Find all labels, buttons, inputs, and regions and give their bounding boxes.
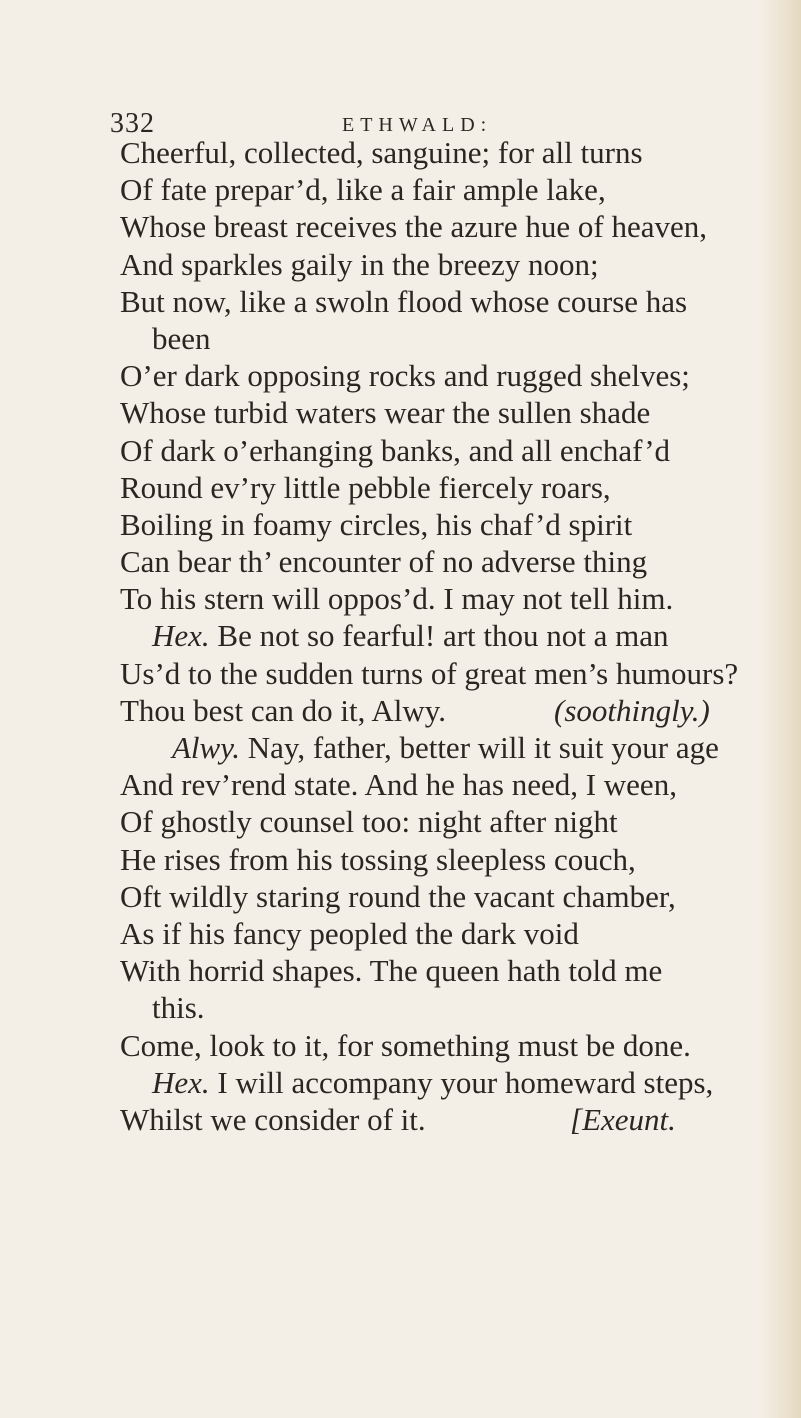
verse-line: Boiling in foamy circles, his chaf’d spirit <box>120 506 633 542</box>
verse-line: been <box>152 320 211 356</box>
speech-line <box>120 617 800 654</box>
speaker-name: Hex. <box>152 618 210 654</box>
verse-text <box>120 134 800 1138</box>
stage-direction: [Exeunt. <box>570 1101 676 1137</box>
verse-line: But now, like a swoln flood whose course has <box>120 283 688 319</box>
speech-text: I will accompany your homeward steps, <box>209 1064 714 1100</box>
verse-line: Whose turbid waters wear the sullen shade <box>120 395 651 431</box>
speech-text: Nay, father, better will it suit your age <box>240 730 719 765</box>
speech-line <box>120 729 800 766</box>
page-number: 332 <box>110 108 155 139</box>
verse-line: Of fate prepar’d, like a fair ample lake, <box>120 172 606 208</box>
verse-line: As if his fancy peopled the dark void <box>120 915 579 951</box>
verse-line: And rev’rend state. And he has need, I ween, <box>120 767 677 803</box>
verse-line: He rises from his tossing sleepless couch, <box>120 841 636 877</box>
running-head: ETHWALD: <box>342 114 493 136</box>
speaker-name: Alwy. <box>172 730 241 765</box>
verse-line: To his stern will oppos’d. I may not tell him. <box>120 581 674 617</box>
verse-line: this. <box>152 990 205 1026</box>
speech-text: Whilst we consider of it. <box>120 1101 426 1137</box>
speech-line <box>120 1064 800 1101</box>
verse-line: Whose breast receives the azure hue of heaven, <box>120 209 707 245</box>
verse-line: Round ev’ry little pebble fiercely roars, <box>120 469 611 505</box>
verse-line: Can bear th’ encounter of no adverse thing <box>120 544 648 580</box>
stage-direction: (soothingly.) <box>554 692 710 728</box>
verse-line: And sparkles gaily in the breezy noon; <box>120 246 599 282</box>
verse-line <box>120 692 800 729</box>
verse-line: Us’d to the sudden turns of great men’s humours? <box>120 655 739 691</box>
verse-line: Come, look to it, for something must be done. <box>120 1027 691 1063</box>
verse-line: O’er dark opposing rocks and rugged shelves; <box>120 358 690 394</box>
speech-text: Be not so fearful! art thou not a man <box>209 618 669 654</box>
speaker-name: Hex. <box>152 1064 210 1100</box>
verse-line: With horrid shapes. The queen hath told me <box>120 953 663 989</box>
verse-line: Oft wildly staring round the vacant chamber, <box>120 878 676 914</box>
speech-text: Thou best can do it, Alwy. <box>120 692 447 728</box>
verse-line: Of ghostly counsel too: night after night <box>120 804 618 840</box>
verse-line <box>120 1101 800 1138</box>
verse-line: Cheerful, collected, sanguine; for all turns <box>120 135 643 170</box>
verse-line: Of dark o’erhanging banks, and all enchaf’d <box>120 432 671 468</box>
